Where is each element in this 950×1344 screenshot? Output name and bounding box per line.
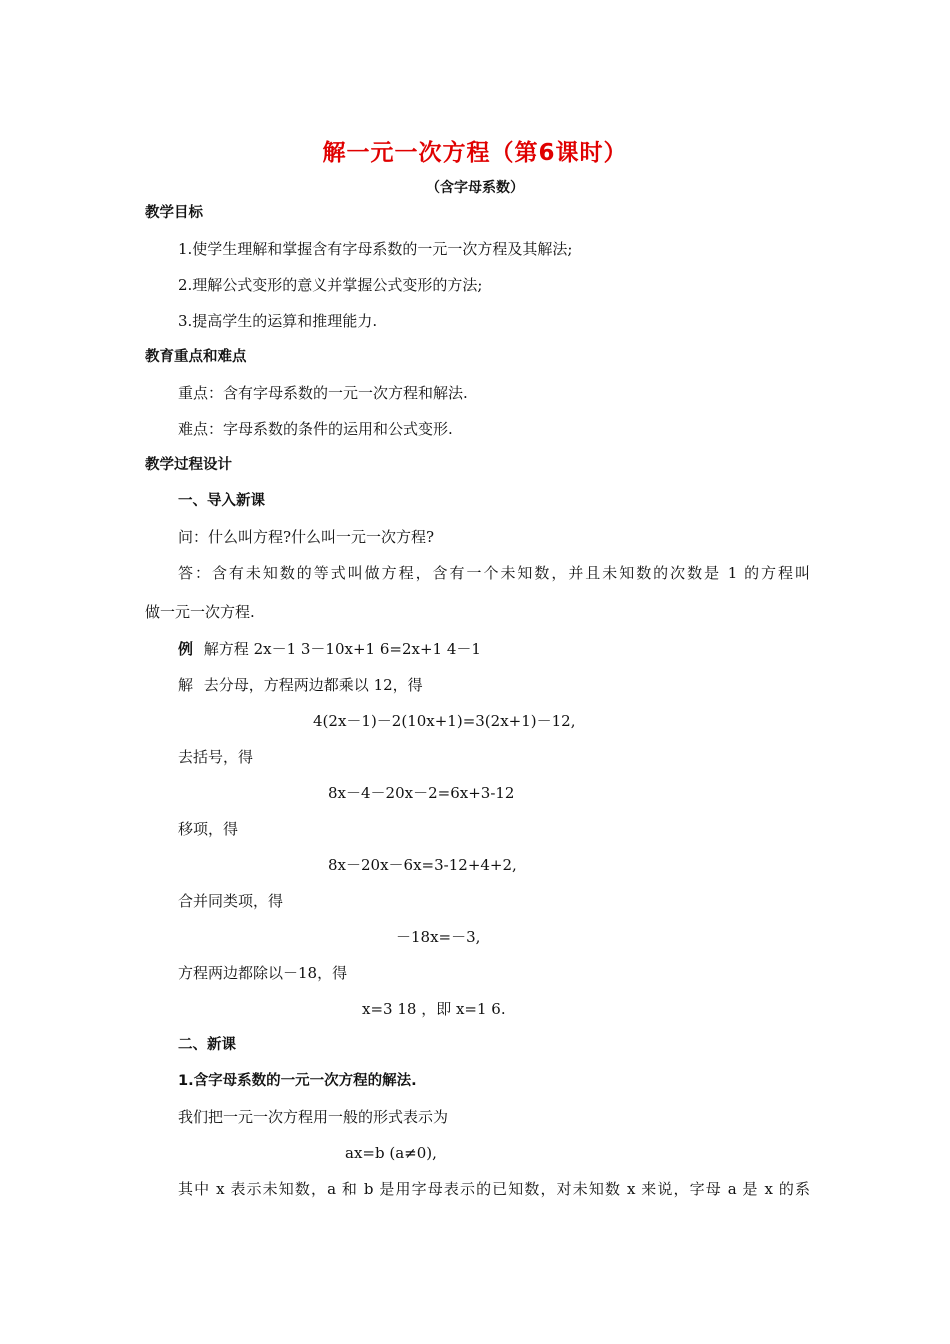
intro-question: 问：什么叫方程?什么叫一元一次方程? [178, 528, 435, 546]
intro-answer-line1: 答：含有未知数的等式叫做方程，含有一个未知数，并且未知数的次数是 1 的方程叫 [178, 564, 810, 582]
goal-item-2: 2.理解公式变形的意义并掌握公式变形的方法; [178, 276, 483, 294]
section1-heading: 一、导入新课 [178, 493, 265, 509]
process-heading: 教学过程设计 [145, 457, 232, 473]
solution-label: 解 [178, 676, 194, 694]
goal-item-1: 1.使学生理解和掌握含有字母系数的一元一次方程及其解法; [178, 240, 573, 258]
keypoints-heading: 教育重点和难点 [145, 349, 247, 365]
intro-answer-line2: 做一元一次方程. [145, 603, 255, 621]
keypoint-focus: 重点：含有字母系数的一元一次方程和解法. [178, 384, 468, 402]
section2-line1: 我们把一元一次方程用一般的形式表示为 [178, 1108, 449, 1126]
goal-item-3: 3.提高学生的运算和推理能力. [178, 312, 378, 330]
step-move-terms: 移项，得 [178, 820, 239, 838]
page-subtitle: （含字母系数） [426, 180, 524, 196]
example-label: 例 [178, 640, 194, 658]
equation-1: 4(2x－1)－2(10x+1)=3(2x+1)－12, [313, 712, 576, 730]
equation-3: 8x－20x－6x=3-12+4+2, [328, 856, 517, 874]
section2-subheading: 1.含字母系数的一元一次方程的解法. [178, 1073, 417, 1089]
section2-line2: 其中 x 表示未知数，a 和 b 是用字母表示的已知数，对未知数 x 来说，字母 a 是 x 的系 [178, 1180, 810, 1198]
solution-text: 去分母，方程两边都乘以 12，得 [203, 676, 423, 694]
step-combine-terms: 合并同类项，得 [178, 892, 284, 910]
step-divide: 方程两边都除以－18，得 [178, 964, 348, 982]
example-line [178, 639, 481, 659]
goals-heading: 教学目标 [145, 205, 203, 221]
equation-2: 8x－4－20x－2=6x+3-12 [328, 784, 515, 802]
keypoint-difficulty: 难点：字母系数的条件的运用和公式变形. [178, 420, 453, 438]
general-formula: ax=b (a≠0), [345, 1144, 437, 1162]
solution-line [178, 675, 423, 695]
example-text: 解方程 2x－1 3－10x+1 6=2x+1 4－1 [203, 640, 481, 658]
section2-heading: 二、新课 [178, 1037, 236, 1053]
equation-4: －18x=－3, [396, 928, 481, 946]
page-title: 解一元一次方程（第6课时） [322, 140, 628, 166]
step-remove-brackets: 去括号，得 [178, 748, 254, 766]
equation-5: x=3 18 ，即 x=1 6. [362, 1000, 506, 1018]
